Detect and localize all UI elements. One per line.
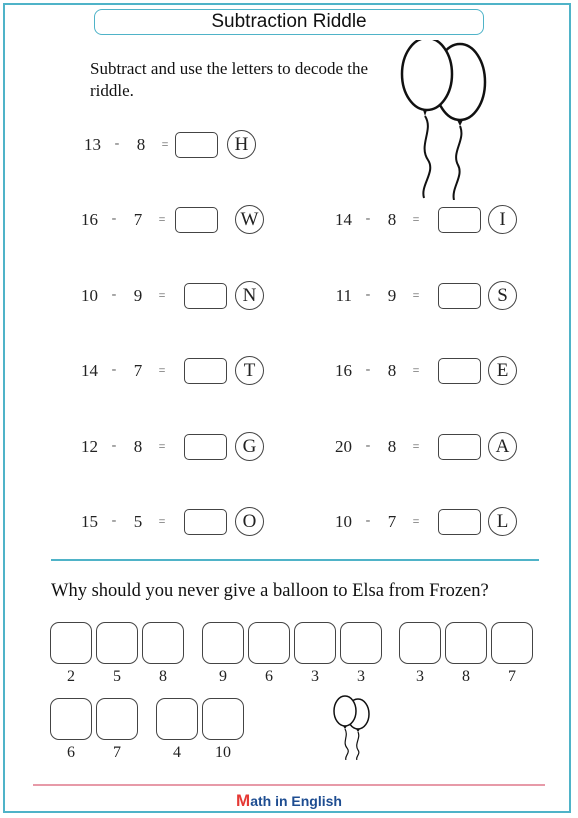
subtrahend: 8 [136,135,146,154]
riddle-answer-box[interactable] [50,622,92,664]
minus-sign: - [365,287,371,302]
equals-sign: = [412,212,420,226]
minuend: 16 [81,210,98,229]
problem-2 [72,206,272,236]
letter-circle: I [488,205,517,234]
riddle-code-number: 10 [215,744,231,761]
problem-5 [326,282,526,312]
equals-sign: = [158,439,166,453]
riddle-code-number: 5 [113,668,121,685]
minus-sign: - [365,211,371,226]
subtrahend: 8 [387,361,397,380]
subtrahend: 7 [133,210,143,229]
minus-sign: - [111,362,117,377]
problem-11 [326,508,526,538]
minus-sign: - [111,287,117,302]
letter-circle: O [235,507,264,536]
subtrahend: 5 [133,512,143,531]
letter-circle: L [488,507,517,536]
subtrahend: 7 [133,361,143,380]
answer-box[interactable] [184,509,227,535]
answer-box[interactable] [184,358,227,384]
riddle-answer-box[interactable] [399,622,441,664]
subtrahend: 7 [387,512,397,531]
minus-sign: - [111,513,117,528]
riddle-code-number: 3 [311,668,319,685]
minuend: 10 [335,512,352,531]
brand-initial: M [236,791,251,810]
footer-brand [0,791,578,811]
answer-box[interactable] [175,207,218,233]
problem-4 [72,282,272,312]
riddle-code-number: 9 [219,668,227,685]
letter-circle: G [235,432,264,461]
riddle-code-number: 8 [462,668,470,685]
equals-sign: = [158,363,166,377]
minus-sign: - [365,362,371,377]
riddle-code-number: 4 [173,744,181,761]
answer-box[interactable] [438,207,481,233]
riddle-answer-box[interactable] [248,622,290,664]
riddle-code-number: 8 [159,668,167,685]
section-divider [51,559,539,561]
answer-box[interactable] [438,283,481,309]
minuend: 12 [81,437,98,456]
letter-circle: A [488,432,517,461]
riddle-answer-box[interactable] [96,698,138,740]
minus-sign: - [365,513,371,528]
equals-sign: = [412,514,420,528]
minuend: 13 [84,135,101,154]
problem-9 [326,433,526,463]
riddle-code-number: 3 [416,668,424,685]
riddle-answer-box[interactable] [491,622,533,664]
riddle-code-number: 7 [508,668,516,685]
minuend: 20 [335,437,352,456]
equals-sign: = [161,137,169,151]
riddle-answer-box[interactable] [50,698,92,740]
subtrahend: 8 [387,210,397,229]
subtrahend: 9 [387,286,397,305]
riddle-code-number: 2 [67,668,75,685]
instructions: Subtract and use the letters to decode the riddle. [90,59,369,100]
riddle-code-number: 7 [113,744,121,761]
riddle-question: Why should you never give a balloon to Elsa from Frozen? [51,581,489,601]
letter-circle: E [488,356,517,385]
equals-sign: = [158,212,166,226]
minus-sign: - [111,211,117,226]
answer-box[interactable] [438,434,481,460]
riddle-answer-box[interactable] [340,622,382,664]
page-title: Subtraction Riddle [94,9,484,35]
problem-7 [326,357,526,387]
problem-6 [72,357,272,387]
minuend: 14 [81,361,98,380]
letter-circle: S [488,281,517,310]
answer-box[interactable] [175,132,218,158]
riddle-code-number: 6 [265,668,273,685]
riddle-answer-box[interactable] [156,698,198,740]
equals-sign: = [158,288,166,302]
small-balloons-icon [330,694,374,760]
riddle-code-number: 3 [357,668,365,685]
riddle-code-number: 6 [67,744,75,761]
balloons-icon [396,40,496,200]
letter-circle: H [227,130,256,159]
equals-sign: = [158,514,166,528]
minus-sign: - [111,438,117,453]
minuend: 10 [81,286,98,305]
minuend: 16 [335,361,352,380]
subtrahend: 8 [133,437,143,456]
problem-8 [72,433,272,463]
brand-name: ath in English [250,793,342,809]
equals-sign: = [412,439,420,453]
footer-divider [33,784,545,786]
letter-circle: W [235,205,264,234]
answer-box[interactable] [438,358,481,384]
equals-sign: = [412,288,420,302]
minuend: 15 [81,512,98,531]
riddle-answer-box[interactable] [96,622,138,664]
answer-box[interactable] [184,434,227,460]
riddle-answer-box[interactable] [202,622,244,664]
riddle-answer-box[interactable] [445,622,487,664]
minus-sign: - [114,136,120,151]
riddle-answer-box[interactable] [142,622,184,664]
answer-box[interactable] [184,283,227,309]
minuend: 11 [335,286,352,305]
problem-10 [72,508,272,538]
subtrahend: 8 [387,437,397,456]
problem-3 [326,206,526,236]
problem-1 [75,131,275,161]
letter-circle: T [235,356,264,385]
minuend: 14 [335,210,352,229]
riddle-answer-box[interactable] [294,622,336,664]
equals-sign: = [412,363,420,377]
riddle-answer-box[interactable] [202,698,244,740]
letter-circle: N [235,281,264,310]
subtrahend: 9 [133,286,143,305]
answer-box[interactable] [438,509,481,535]
minus-sign: - [365,438,371,453]
